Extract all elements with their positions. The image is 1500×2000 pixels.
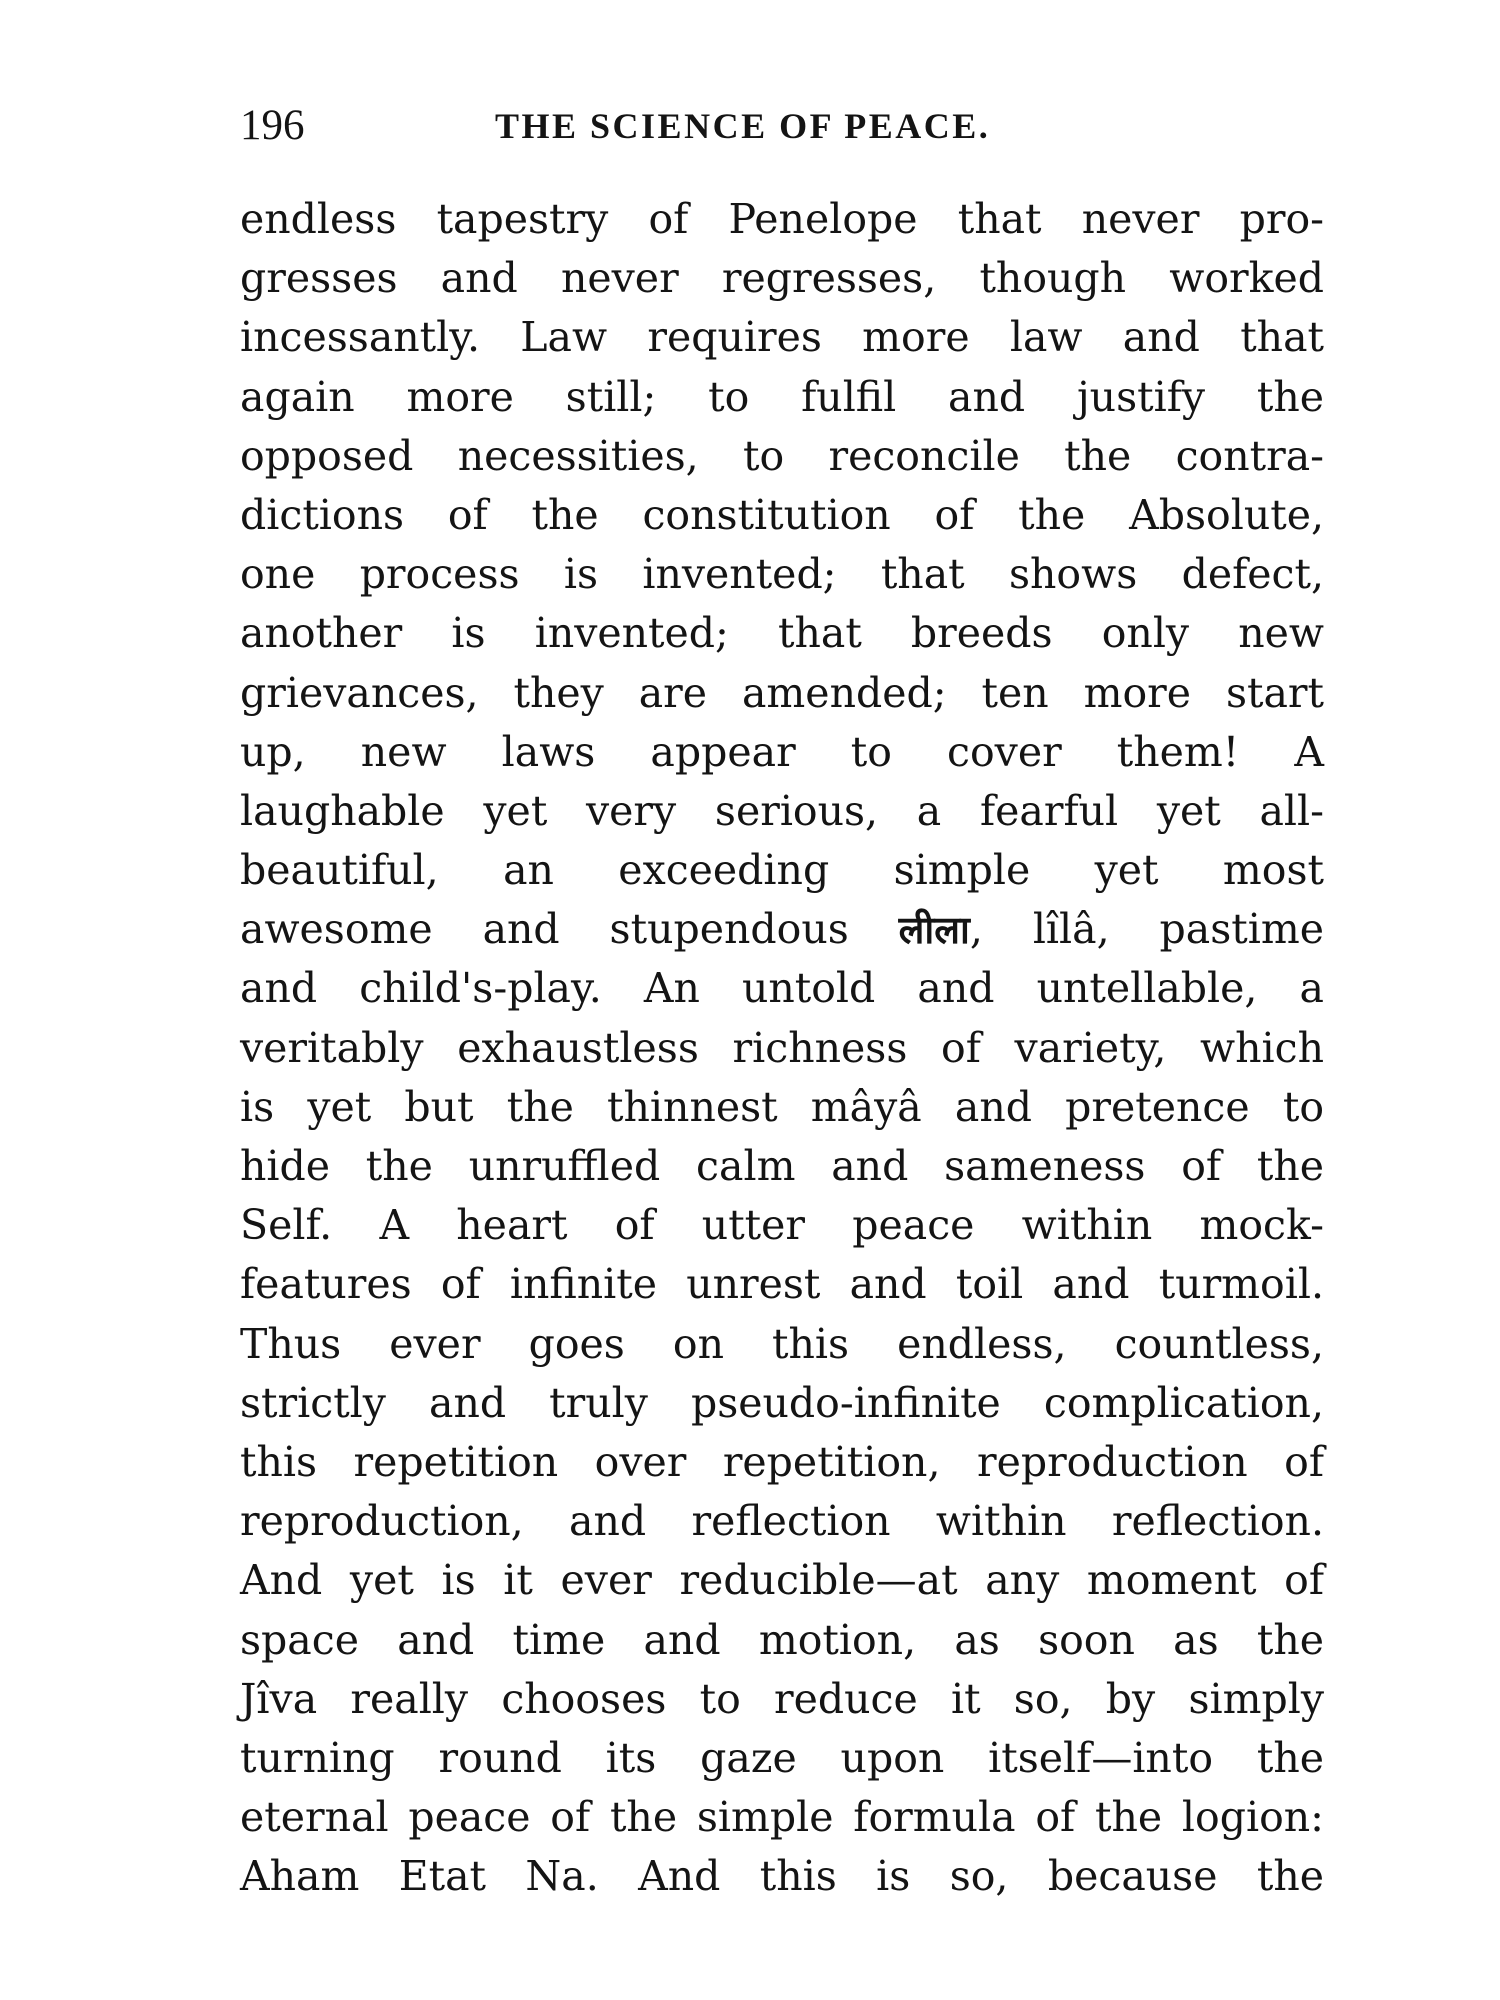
text-line: laughable yet very serious, a fearful yet all- (240, 786, 1324, 835)
text-line: veritably exhaustless richness of variety, which (240, 1023, 1324, 1072)
devanagari-word: लीला (898, 908, 970, 953)
text-line: beautiful, an exceeding simple yet most (240, 846, 1324, 895)
text-line: grievances, they are amended; ten more start (240, 668, 1324, 717)
text-line: gresses and never regresses, though worked (240, 254, 1324, 303)
text-segment: awesome and stupendous (240, 905, 899, 954)
text-line-with-devanagari (240, 900, 1324, 959)
text-line: reproduction, and reflection within reflection. (240, 1497, 1324, 1546)
page-number: 196 (240, 102, 305, 149)
text-line: features of infinite unrest and toil and turmoil. (240, 1260, 1324, 1309)
running-title: THE SCIENCE OF PEACE. (495, 106, 991, 146)
text-line: Jîva really chooses to reduce it so, by simply (240, 1674, 1324, 1723)
text-line: Thus ever goes on this endless, countless, (240, 1319, 1324, 1368)
text-line: Self. A heart of utter peace within mock- (240, 1201, 1324, 1250)
text-line: this repetition over repetition, reproduction of (240, 1437, 1324, 1486)
text-line: turning round its gaze upon itself—into the (240, 1733, 1324, 1782)
text-line: and child's-play. An untold and untellable, a (240, 964, 1324, 1013)
text-line: And yet is it ever reducible—at any moment of (240, 1556, 1324, 1605)
text-line: strictly and truly pseudo-infinite complication, (240, 1378, 1324, 1427)
text-line: up, new laws appear to cover them! A (240, 727, 1324, 776)
text-line: incessantly. Law requires more law and that (240, 313, 1324, 362)
text-line: is yet but the thinnest mâyâ and pretence to (240, 1082, 1324, 1131)
text-segment: , lîlâ, pastime (969, 905, 1324, 954)
running-head (240, 96, 1080, 156)
text-line: endless tapestry of Penelope that never pro- (240, 195, 1324, 243)
text-line: hide the unruffled calm and sameness of the (240, 1142, 1324, 1190)
text-line: Aham Etat Na. And this is so, because the (240, 1852, 1324, 1901)
text-line: one process is invented; that shows defect, (240, 550, 1324, 599)
text-line: again more still; to fulfil and justify the (240, 372, 1324, 421)
text-line: opposed necessities, to reconcile the contra- (240, 431, 1324, 480)
text-line: another is invented; that breeds only new (240, 609, 1324, 658)
text-line: space and time and motion, as soon as the (240, 1615, 1324, 1664)
body-text (240, 190, 1324, 1906)
text-line: dictions of the constitution of the Absolute, (240, 490, 1324, 539)
text-line: eternal peace of the simple formula of the logion: (240, 1793, 1324, 1842)
